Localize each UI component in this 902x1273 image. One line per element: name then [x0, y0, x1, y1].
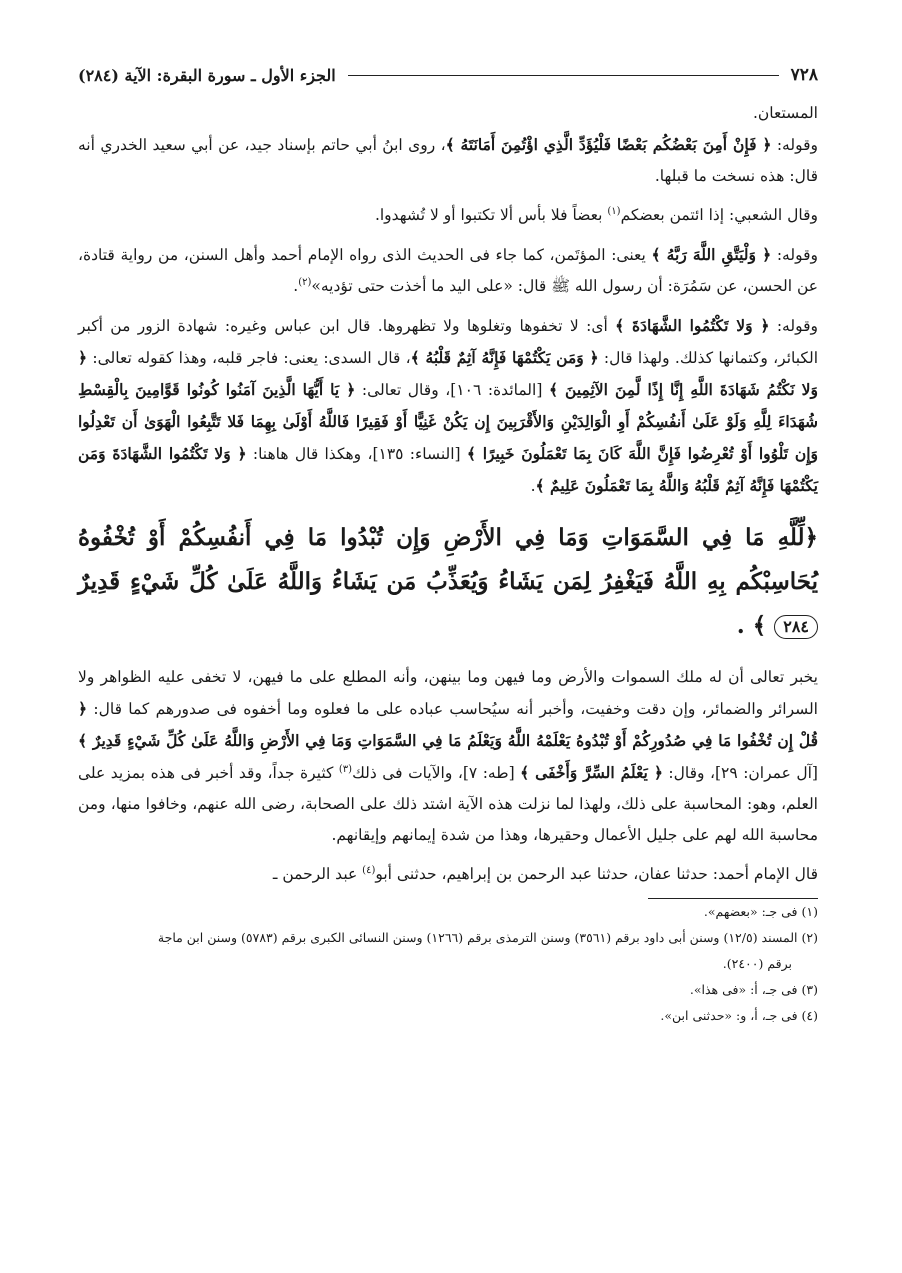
commentary-block-1: [78, 98, 818, 502]
text-run: وقوله:: [771, 246, 818, 264]
verse-number: ٢٨٤: [774, 615, 818, 639]
quran-quote: ﴿ وَلا تَكْتُمُوا الشَّهَادَةَ وَمَن يَكْتُمْهَا فَإِنَّهُ آثِمٌ قَلْبُهُ وَاللَّهُ بِمَا تَعْمَلُونَ عَلِيمٌ ﴾: [78, 444, 818, 495]
footnote-ref: (٣): [338, 763, 353, 775]
paragraph: [78, 200, 818, 231]
text-run: يخبر تعالى أن له ملك السموات والأرض وما فيهن وما بينهن، وأنه المطلع على ما فيهن، لا تخفى عليه الظواهر ولا السرائر والضمائر، وإن دقت وخفيت، وأخبر أنه سيُحاسب عباده على ما فعلوه وما أخفوه فى صدورهم كما قال:: [78, 668, 818, 718]
footnote-continuation: برقم (٢٤٠٠).: [722, 956, 792, 971]
page-header: [78, 58, 818, 92]
footnotes: [78, 899, 818, 1029]
text-run: قال الإمام أحمد: حدثنا عفان، حدثنا عبد الرحمن بن إبراهيم، حدثنى أبو: [375, 865, 818, 883]
text-run: كثيرة جداً، وقد أخبر فى هذه بمزيد على العلم، وهو: المحاسبة على ذلك، ولهذا لما نزلت هذه الآية اشتد ذلك على الصحابة، رضى الله عنهم، وخافوا منها، ومن محاسبة الله لهم على جليل الأعمال وحقيرها، وهذا من شدة إيمانهم وإيقانهم.: [78, 764, 818, 844]
text-run: وقال الشعبي: إذا ائتمن بعضكم: [620, 206, 818, 224]
paragraph: المستعان.: [752, 104, 818, 122]
commentary-block-2: [78, 662, 818, 890]
quran-quote: ﴿ قُلْ إِن تُخْفُوا مَا فِي صُدُورِكُمْ أَوْ تُبْدُوهُ يَعْلَمْهُ اللَّهُ وَيَعْلَمُ مَا فِي السَّمَوَاتِ وَمَا فِي الأَرْضِ وَاللَّهُ عَلَىٰ كُلِّ شَيْءٍ قَدِيرٌ ﴾: [78, 699, 818, 750]
paragraph: [78, 129, 818, 192]
quran-quote: ﴿ وَلا نَكْتُمُ شَهَادَةَ اللَّهِ إِنَّا إِذًا لَّمِنَ الآثِمِينَ ﴾: [78, 348, 819, 399]
quran-quote: ﴿ يَعْلَمُ السِّرَّ وَأَخْفَى ﴾: [520, 763, 663, 782]
quran-quote: ﴿ وَلا تَكْتُمُوا الشَّهَادَةَ ﴾: [615, 316, 770, 335]
text-run: [المائدة: ١٠٦]، وقال تعالى:: [355, 381, 549, 399]
footnote: (٤) فى جـ، أ، و: «حدثنى ابن».: [660, 1008, 818, 1023]
quran-quote: ﴿ فَإِنْ أَمِنَ بَعْضُكُم بَعْضًا فَلْيُؤَدِّ الَّذِي اؤْتُمِنَ أَمَانَتَهُ ﴾: [445, 135, 772, 154]
footnote-ref: (٢): [298, 276, 312, 288]
footnote-ref: (١): [607, 205, 621, 217]
footnote: (٢) المسند (١٢/٥) وسنن أبى داود برقم (٣٥٦١) وسنن الترمذى برقم (١٢٦٦) وسنن النسائى الكبرى برقم (٥٧٨٣) وسنن ابن ماجة: [157, 930, 818, 945]
text-run: ، روى ابنُ أبي حاتم بإسناد جيد، عن أبي سعيد الخدري أنه قال: هذه نسخت ما قبلها.: [78, 136, 818, 185]
text-run: [طه: ٧]، والآيات فى ذلك: [352, 764, 521, 782]
footnote: (١) فى جـ: «بعضهم».: [703, 904, 818, 919]
verse-close: ﴾ .: [736, 612, 767, 639]
text-run: وقوله:: [769, 317, 818, 335]
paragraph: [78, 239, 818, 302]
text-run: وقوله:: [771, 136, 818, 154]
text-run: .: [530, 477, 536, 495]
paragraph: [78, 310, 818, 502]
running-title: الجزء الأول ـ سورة البقرة: الآية (٢٨٤): [78, 65, 336, 85]
text-run: عبد الرحمن ـ: [272, 865, 363, 883]
paragraph: [78, 662, 818, 851]
text-run: .: [293, 277, 299, 295]
paragraph: [78, 859, 818, 890]
book-page: [78, 58, 818, 1029]
header-rule: [348, 75, 779, 76]
text-run: [النساء: ١٣٥]، وهكذا قال هاهنا:: [246, 445, 467, 463]
quran-quote: ﴿ وَمَن يَكْتُمْهَا فَإِنَّهُ آثِمٌ قَلْبُهُ ﴾: [410, 348, 599, 367]
footnote: (٣) فى جـ، أ: «فى هذا».: [689, 982, 818, 997]
text-run: [آل عمران: ٢٩]، وقال:: [662, 764, 818, 782]
text-run: يعنى: المؤتَمن، كما جاء فى الحديث الذى رواه الإمام أحمد وأهل السنن، من رواية قتادة، عن الحسن، عن سَمُرَة: أن رسول الله ﷺ قال: «على اليد ما أخذت حتى تؤديه»: [78, 246, 818, 295]
footnote-ref: (٤): [362, 864, 376, 876]
text-run: بعضاً فلا بأس ألا تكتبوا أو لا تُشهدوا.: [374, 206, 608, 224]
verse-block: [78, 516, 818, 648]
verse-text: ﴿لِّلَّهِ مَا فِي السَّمَوَاتِ وَمَا فِي الأَرْضِ وَإِن تُبْدُوا مَا فِي أَنفُسِكُمْ أَوْ تُخْفُوهُ يُحَاسِبْكُم بِهِ اللَّهُ فَيَغْفِرُ لِمَن يَشَاءُ وَيُعَذِّبُ مَن يَشَاءُ وَاللَّهُ عَلَىٰ كُلِّ شَيْءٍ قَدِيرٌ: [78, 524, 818, 595]
text-run: ، قال السدى: يعنى: فاجر قلبه، وهذا كقوله تعالى:: [87, 349, 411, 367]
quran-quote: ﴿ وَلْيَتَّقِ اللَّهَ رَبَّهُ ﴾: [651, 245, 772, 264]
quran-quote: ﴿ يَا أَيُّهَا الَّذِينَ آمَنُوا كُونُوا قَوَّامِينَ بِالْقِسْطِ شُهَدَاءَ لِلَّهِ وَلَوْ عَلَىٰ أَنفُسِكُمْ أَوِ الْوَالِدَيْنِ وَالأَقْرَبِينَ إِن يَكُنْ غَنِيًّا أَوْ فَقِيرًا فَاللَّهُ أَوْلَىٰ بِهِمَا فَلا تَتَّبِعُوا الْهَوَىٰ أَن تَعْدِلُوا وَإِن تَلْوُوا أَوْ تُعْرِضُوا فَإِنَّ اللَّهَ كَانَ بِمَا تَعْمَلُونَ خَبِيرًا ﴾: [78, 380, 818, 463]
page-number: ٧٢٨: [790, 65, 818, 85]
text-run: أى: لا تخفوها وتغلوها ولا تظهروها. قال ابن عباس وغيره: شهادة الزور من أكبر الكبائر، وكتمانها كذلك. ولهذا قال:: [78, 317, 818, 367]
